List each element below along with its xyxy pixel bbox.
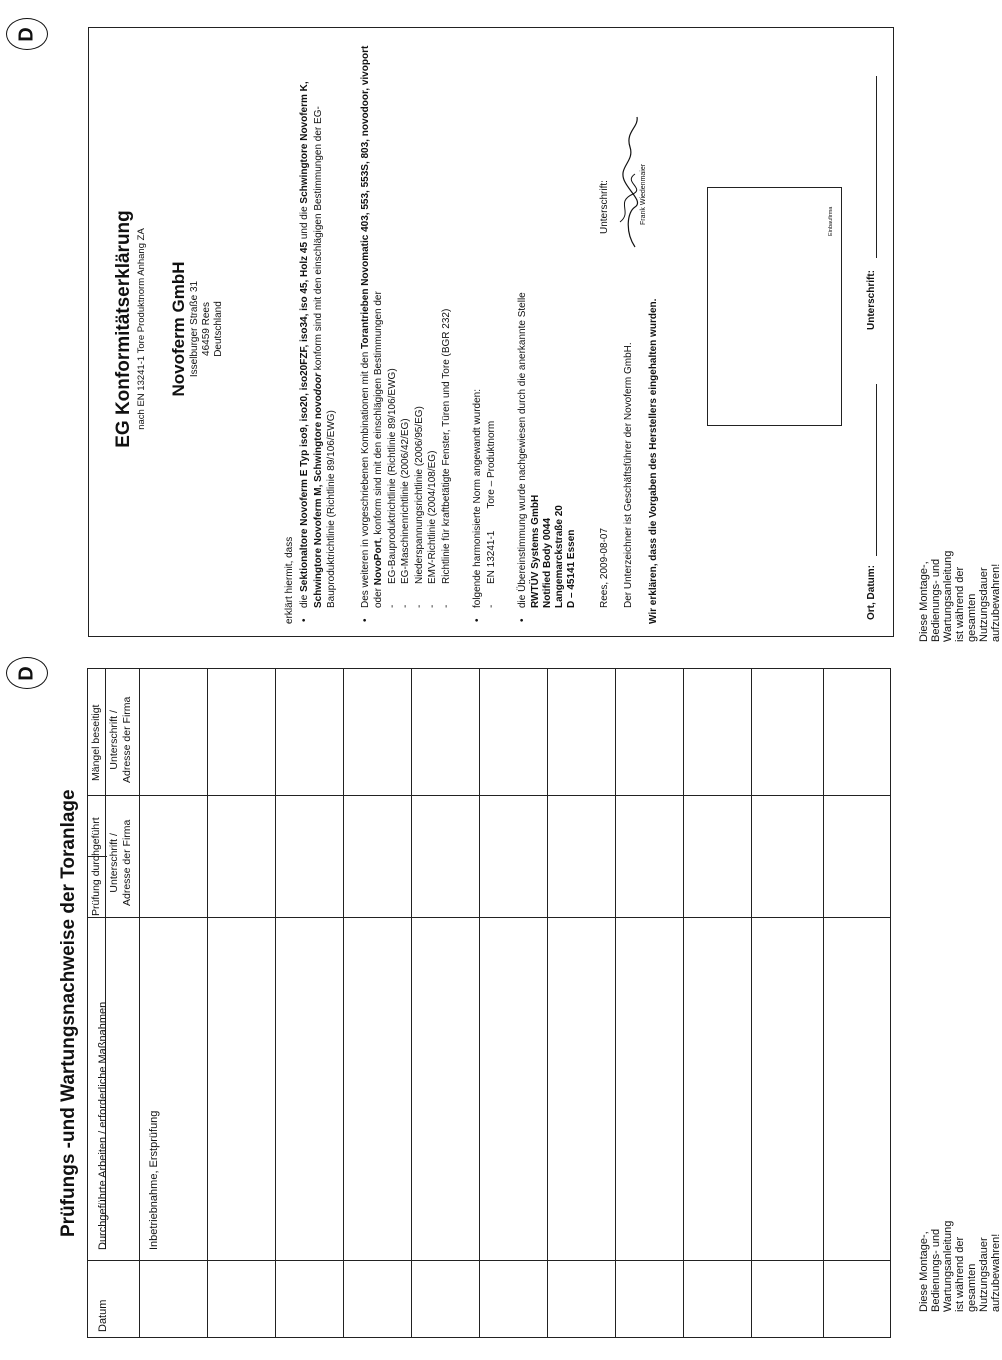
intro-text: erklärt hiermit, dass xyxy=(283,536,295,624)
signature-line xyxy=(876,76,877,258)
signer-name: Frank Wiedenmaier xyxy=(640,163,647,225)
footer-right: Diese Montage-, Bedienungs- und Wartungsanleitung ist während der gesamten Nutzungsdauer aufzubewahren! xyxy=(918,550,1002,642)
language-badge-right: D xyxy=(6,18,48,50)
company-address-street: Isselburger Straße 31 xyxy=(188,280,200,378)
norm-item: - EN 13241-1Tore – Produktnorm xyxy=(485,34,499,624)
directive-item: - EG-Maschinenrichtlinie (2006/42/EG) xyxy=(399,34,413,624)
directive-item: - Richtlinie für kraftbetätigte Fenster, Türen und Tore (BGR 232) xyxy=(440,34,454,624)
company-address-city: 46459 Rees xyxy=(200,302,212,356)
column-header-maengel: Mängel beseitigt xyxy=(90,704,102,781)
bullet-norm: • folgende harmonisierte Norm angewandt wurden: xyxy=(471,34,485,624)
manufacturer-declaration: Wir erklären, dass die Vorgaben des Herstellers eingehalten wurden. xyxy=(648,298,659,624)
bullet-products: • die Sektionaltore Novoferm E Typ iso9, iso20, iso20FZF, iso34, iso 45, Holz 45 und die Schwingtore Novoferm K, Schwingtore Novoferm M, Schwingtore novodoor konform sind mit den einschlägigen Bestimmungen der EG-Bauproduktrichtlinie (Richtlinie 89/106/EWG) xyxy=(298,34,339,624)
maintenance-table xyxy=(87,668,891,1338)
place-date-field-label: Ort, Datum: xyxy=(866,565,877,620)
column-subheader-pruefung: Unterschrift / Adresse der Firma xyxy=(108,819,133,906)
signature-field-label: Unterschrift: xyxy=(866,269,877,330)
installer-stamp-box xyxy=(707,187,842,426)
first-entry: Inbetriebnahme, Erstprüfung xyxy=(148,1110,160,1250)
left-page-title: Prüfungs -und Wartungsnachweise der Toranlage xyxy=(58,789,79,1237)
company-name: Novoferm GmbH xyxy=(168,261,188,397)
language-badge-left: D xyxy=(6,657,48,689)
signature-label: Unterschrift: xyxy=(598,180,610,234)
bullet-notified-body: • die Übereinstimmung wurde nachgewiesen durch die anerkannte Stelle xyxy=(516,34,530,624)
stamp-label: Einbaufirma xyxy=(828,206,834,236)
directive-item: - EG-Bauproduktrichtlinie (Richtlinie 89/106/EWG) xyxy=(386,34,400,624)
company-address-country: Deutschland xyxy=(212,301,224,357)
notified-body-address: RWTÜV Systems GmbH Notified Body 0044 Langemarckstraße 20 D – 45141 Essen xyxy=(529,494,577,608)
place-date-line xyxy=(876,384,877,556)
directive-item: - EMV-Richtlinie (2004/108/EG) xyxy=(426,34,440,624)
footer-left: Diese Montage-, Bedienungs- und Wartungsanleitung ist während der gesamten Nutzungsdauer aufzubewahren! xyxy=(918,1220,1002,1312)
column-header-datum: Datum xyxy=(97,1299,109,1332)
column-subheader-maengel: Unterschrift / Adresse der Firma xyxy=(108,696,133,783)
certificate-title: EG Konformitätserklärung xyxy=(113,210,134,448)
bullet-drives: • Des weiteren in vorgeschriebenen Kombinationen mit den Torantrieben Novomatic 403, 553, 553S, 803, novodoor, vivoport oder NovoPort, konform sind mit den einschlägigen Bestimmungen der xyxy=(359,34,386,624)
certificate-subtitle: nach EN 13241-1 Tore Produktnorm Anhang ZA xyxy=(136,228,147,430)
place-date: Rees, 2009-08-07 xyxy=(598,527,610,608)
directive-item: - Niederspannungsrichtlinie (2006/95/EG) xyxy=(413,34,427,624)
column-header-arbeiten: Durchgeführte Arbeiten / erforderliche Maßnahmen xyxy=(97,1001,109,1250)
column-header-pruefung: Prüfung durchgeführt xyxy=(90,817,102,916)
signer-note: Der Unterzeichner ist Geschäftsführer der Novoferm GmbH. xyxy=(622,342,634,608)
